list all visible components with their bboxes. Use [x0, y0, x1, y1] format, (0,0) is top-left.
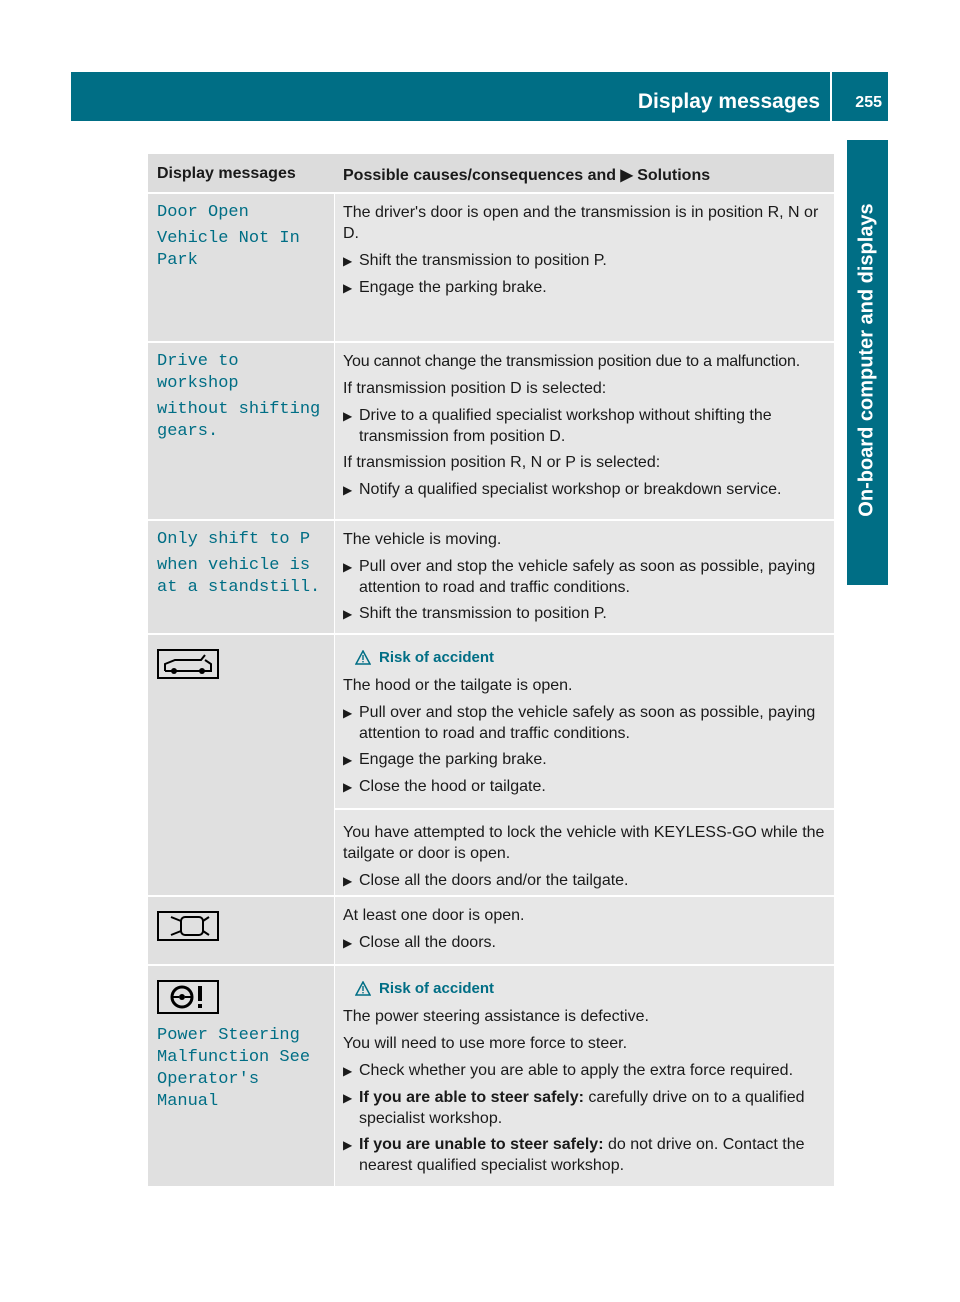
step-arrow-icon: ▶: [343, 1091, 353, 1105]
step-arrow-icon: ▶: [343, 254, 353, 268]
display-message: Door Open Vehicle Not In Park: [148, 194, 335, 341]
step-arrow-icon: ▶: [343, 780, 353, 794]
col-header-solutions: Possible causes/consequences and ▶ Solutions: [343, 167, 711, 184]
list-item: ▶ If you are able to steer safely: carefully drive on to a qualified specialist workshop.: [343, 1089, 805, 1127]
step-arrow-icon: ▶: [343, 753, 353, 767]
page-header: [71, 72, 888, 121]
col-header-messages: Display messages: [157, 165, 296, 182]
steering-wheel-warning-icon: [157, 980, 219, 1019]
step-arrow-icon: ▶: [343, 706, 353, 720]
list-item: ▶ Check whether you are able to apply the extra force required.: [343, 1060, 828, 1082]
page-number: 255: [855, 94, 882, 111]
display-message: [148, 635, 335, 895]
step-arrow-icon: ▶: [343, 874, 353, 888]
display-message: [148, 897, 335, 964]
display-message-line: Operator's Manual: [157, 1070, 260, 1111]
list-item: ▶ Shift the transmission to position P.: [343, 603, 828, 625]
list-item: ▶ Engage the parking brake.: [343, 277, 828, 299]
table-row: [148, 635, 834, 897]
header-divider: [830, 72, 832, 121]
step-arrow-icon: ▶: [343, 560, 353, 574]
solution-block: Risk of accident The hood or the tailgate is open. ▶ Pull over and stop the vehicle safely as soon as possible, paying attention to road and traffic conditions. ▶ Engage the parking brake. ▶ Close the hood or tailgate.: [343, 647, 828, 798]
solution-cell: Risk of accident The power steering assistance is defective. You will need to use more force to steer. ▶ Check whether you are able to apply the extra force required. ▶ If you are able to steer safely: carefully drive on to a qualified specialist workshop. ▶ If you are unable to steer safely: do not drive on. Contact the nearest qualified specialist workshop.: [335, 966, 834, 1186]
list-item: ▶ Notify a qualified specialist workshop or breakdown service.: [343, 479, 828, 501]
step-arrow-icon: ▶: [343, 936, 353, 950]
solution-cell: You cannot change the transmission position due to a malfunction. If transmission position D is selected: ▶ Drive to a qualified specialist workshop without shifting the transmission from position D. If transmission position R, N or P is selected: ▶ Notify a qualified specialist workshop or breakdown service.: [335, 343, 834, 519]
chapter-marker: [847, 544, 888, 585]
warning-triangle-icon: [355, 981, 371, 996]
vehicle-door-open-icon: [157, 911, 219, 946]
table-row: [148, 343, 834, 521]
warning-triangle-icon: [355, 650, 371, 665]
list-item: ▶ Pull over and stop the vehicle safely as soon as possible, paying attention to road and traffic conditions.: [343, 704, 816, 742]
list-item: ▶ If you are unable to steer safely: do not drive on. Contact the nearest qualified specialist workshop.: [343, 1136, 805, 1174]
table-row: [148, 521, 834, 635]
step-arrow-icon: ▶: [343, 281, 353, 295]
arrow-right-icon: ▶: [620, 167, 633, 184]
table-row: [148, 897, 834, 966]
warning-heading: Risk of accident: [355, 647, 828, 668]
step-arrow-icon: ▶: [343, 1064, 353, 1078]
step-arrow-icon: ▶: [343, 483, 353, 497]
solution-cell: At least one door is open. ▶ Close all the doors.: [335, 897, 834, 964]
display-message: Only shift to P when vehicle is at a standstill.: [148, 521, 335, 633]
solution-cell: [335, 635, 834, 895]
table-header: [148, 154, 834, 194]
solution-block: You have attempted to lock the vehicle with KEYLESS-GO while the tailgate or door is open. ▶ Close all the doors and/or the tailgate.: [335, 808, 834, 892]
list-item: ▶ Drive to a qualified specialist workshop without shifting the transmission from position D.: [343, 407, 772, 445]
chapter-title: On-board computer and displays: [855, 203, 878, 517]
list-item: ▶ Close all the doors.: [343, 932, 828, 954]
table-row: [148, 966, 834, 1188]
list-item: ▶ Close the hood or tailgate.: [343, 776, 828, 798]
solution-cell: The vehicle is moving. ▶ Pull over and stop the vehicle safely as soon as possible, paying attention to road and traffic conditions. ▶ Shift the transmission to position P.: [335, 521, 834, 633]
list-item: ▶ Shift the transmission to position P.: [343, 250, 828, 272]
display-messages-table: [148, 154, 834, 1188]
display-message: [148, 966, 335, 1186]
list-item: ▶ Pull over and stop the vehicle safely as soon as possible, paying attention to road and traffic conditions.: [343, 558, 816, 596]
vehicle-hood-tailgate-open-icon: [157, 649, 219, 684]
step-arrow-icon: ▶: [343, 607, 353, 621]
step-arrow-icon: ▶: [343, 409, 353, 423]
list-item: ▶ Close all the doors and/or the tailgate.: [343, 870, 828, 892]
list-item: ▶ Engage the parking brake.: [343, 749, 828, 771]
page-title: Display messages: [637, 90, 820, 113]
table-row: [148, 194, 834, 343]
display-message: Drive to workshop without shifting gears.: [148, 343, 335, 519]
display-message-line: Power Steering: [157, 1026, 300, 1045]
step-arrow-icon: ▶: [343, 1138, 353, 1152]
display-message-line: Malfunction See: [157, 1048, 311, 1067]
solution-cell: The driver's door is open and the transmission is in position R, N or D. ▶ Shift the transmission to position P. ▶ Engage the parking brake.: [335, 194, 834, 341]
warning-heading: Risk of accident: [355, 978, 828, 999]
